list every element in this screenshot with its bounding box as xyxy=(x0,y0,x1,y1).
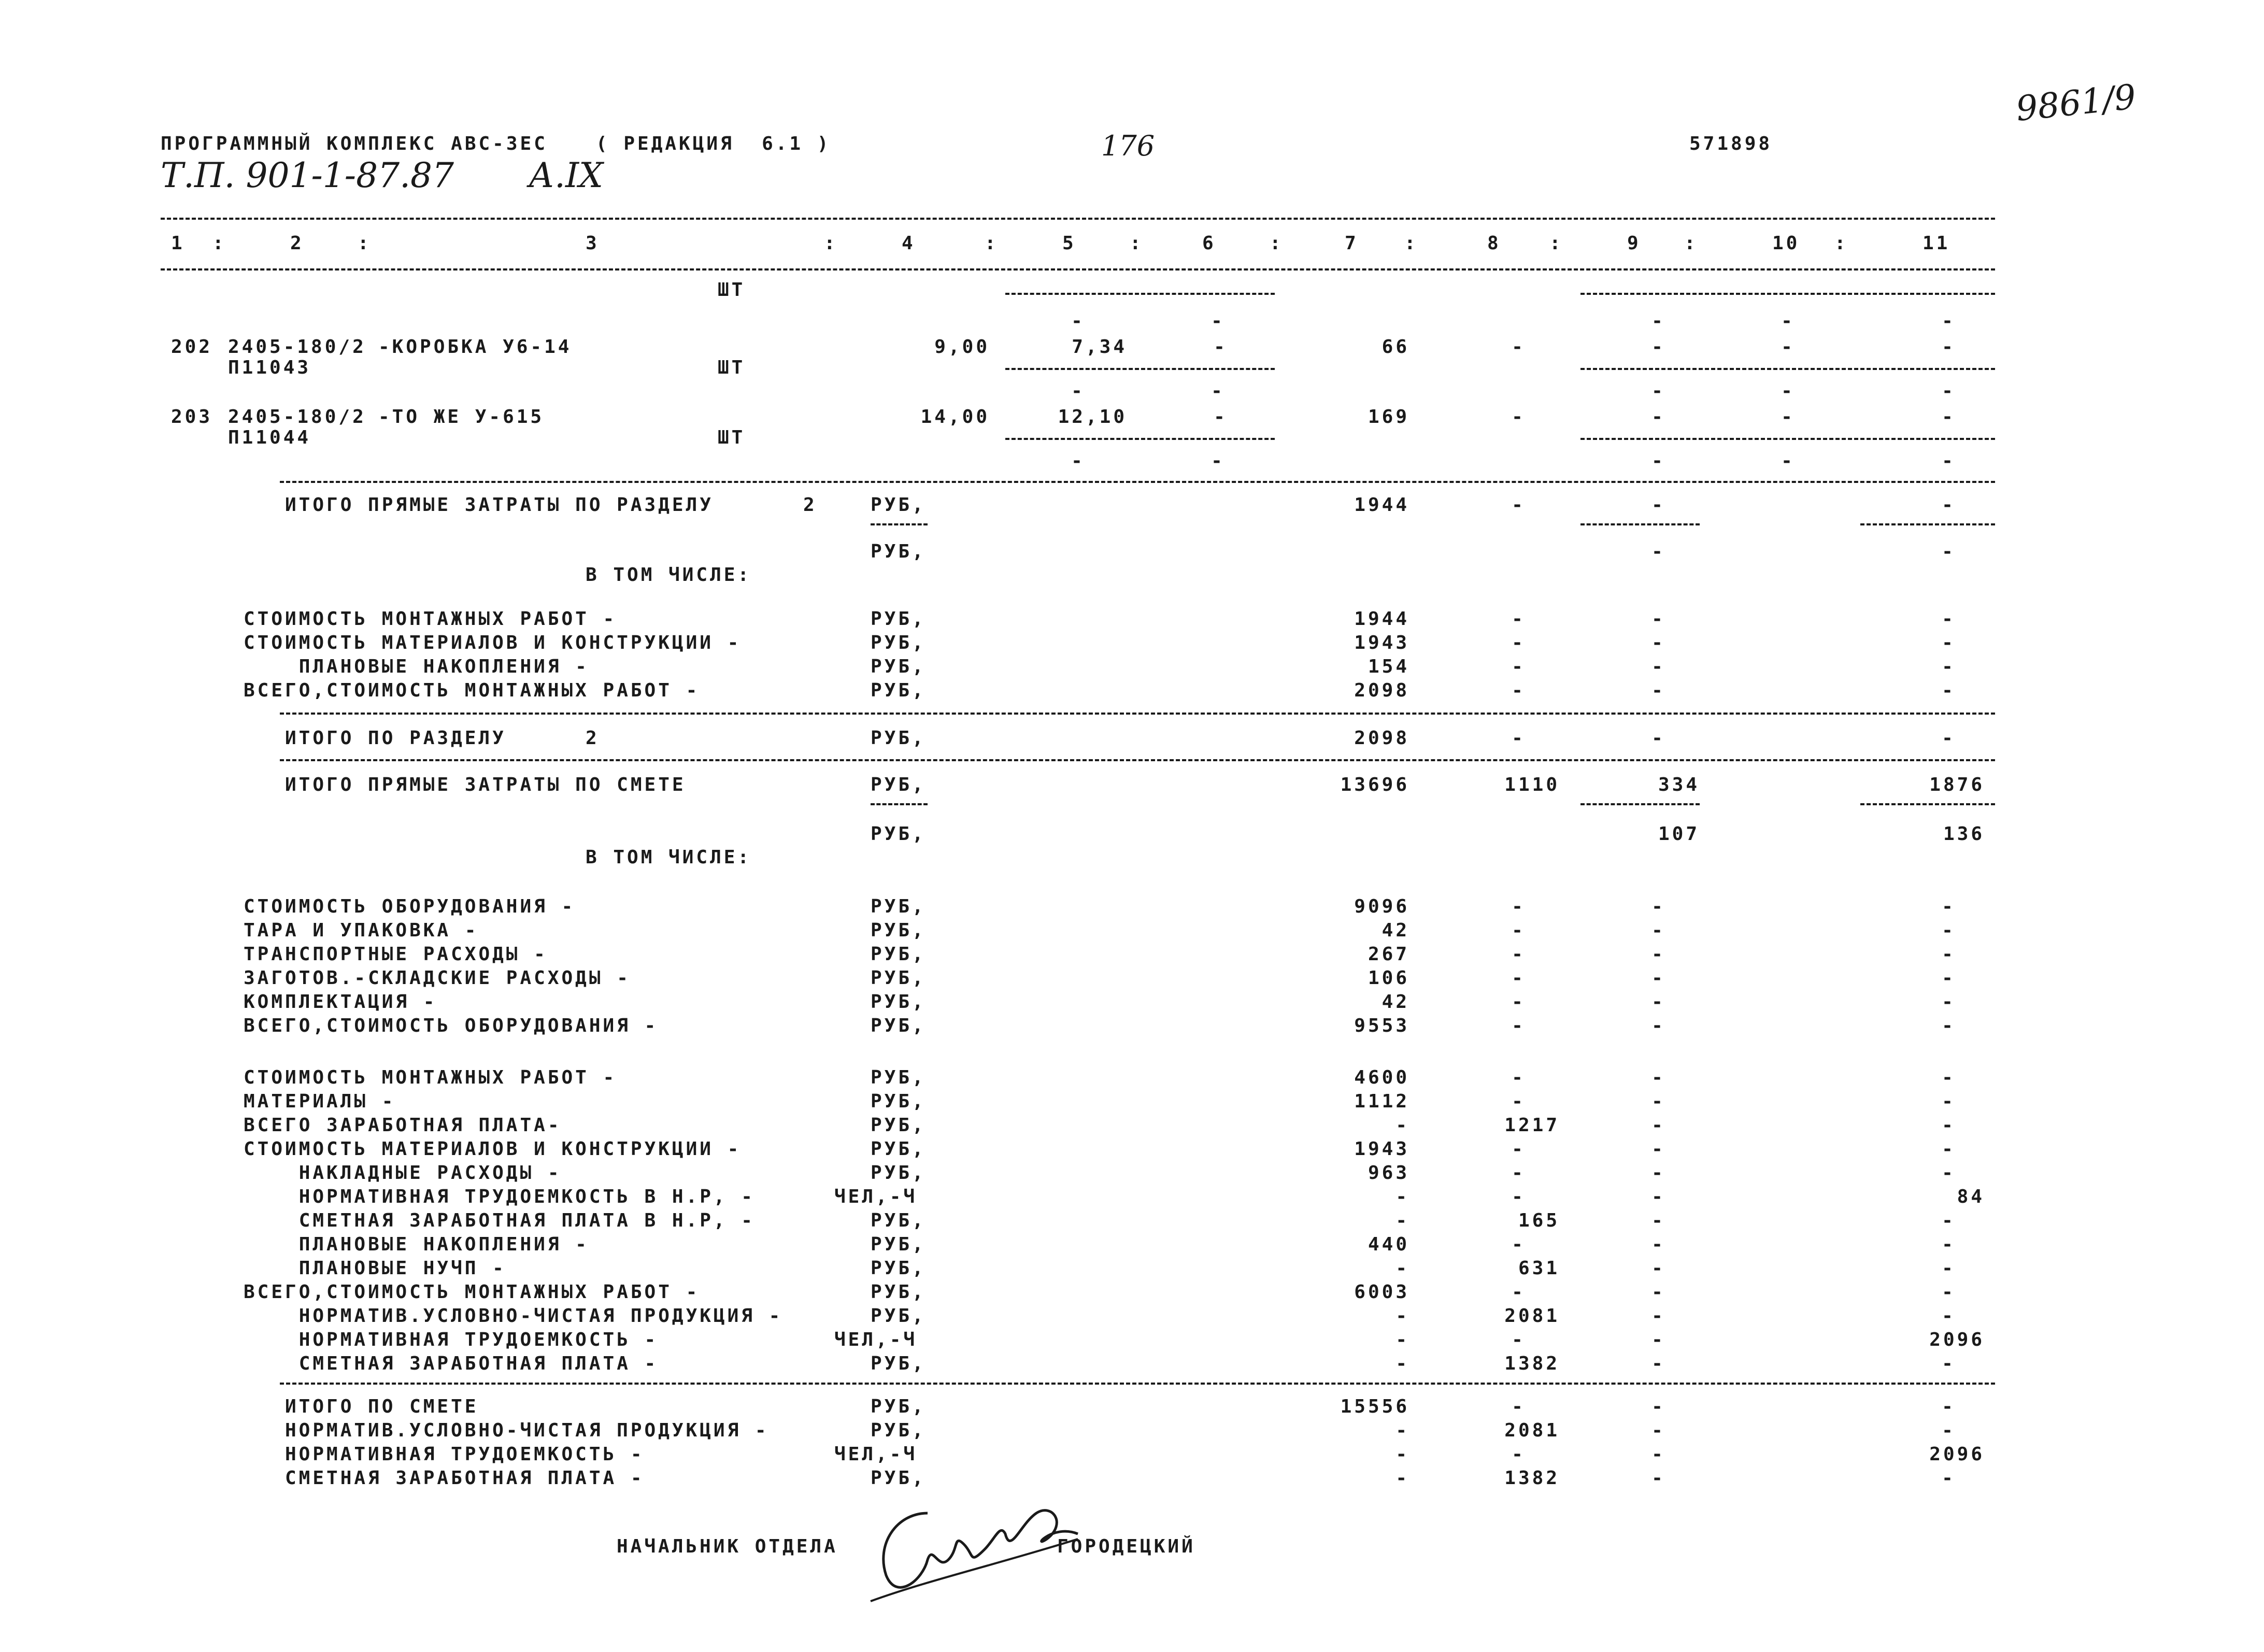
footer-name: ГОРОДЕЦКИЙ xyxy=(1057,1536,1195,1557)
dash-above-5: - xyxy=(1071,310,1085,332)
rule-item-9-11 xyxy=(1580,368,1995,370)
equip-row-3-unit: РУБ, xyxy=(871,967,926,989)
final-row-1-v9: - xyxy=(1651,1420,1665,1441)
section-direct-8: - xyxy=(1512,494,1525,516)
dash-above-5: - xyxy=(1071,380,1085,402)
rule-item-prev-5-6 xyxy=(1005,293,1275,295)
equip-row-0-v7: 9096 xyxy=(1354,896,1409,917)
final-row-0-v8: - xyxy=(1512,1396,1525,1417)
equip-row-1-v7: 42 xyxy=(1382,920,1409,941)
dash-above-10: - xyxy=(1781,310,1795,332)
column-header-18: 10 xyxy=(1772,233,1800,254)
section-direct-label: ИТОГО ПРЯМЫЕ ЗАТРАТЫ ПО РАЗДЕЛУ xyxy=(285,494,714,516)
works-row-1-label: МАТЕРИАЛЫ - xyxy=(244,1091,396,1112)
estimate-direct-v8: 1110 xyxy=(1504,774,1560,795)
works-row-9-label: ВСЕГО,СТОИМОСТЬ МОНТАЖНЫХ РАБОТ - xyxy=(244,1281,700,1303)
works-row-4-label: НАКЛАДНЫЕ РАСХОДЫ - xyxy=(244,1162,562,1184)
works-row-5-label: НОРМАТИВНАЯ ТРУДОЕМКОСТЬ В Н.Р, - xyxy=(244,1186,755,1207)
works-row-11-v7: - xyxy=(1396,1329,1409,1350)
rule-section-total xyxy=(280,713,1995,715)
section-total-8: - xyxy=(1512,728,1525,749)
section-row-2-v8: - xyxy=(1512,656,1525,677)
equip-row-5-label: ВСЕГО,СТОИМОСТЬ ОБОРУДОВАНИЯ - xyxy=(244,1015,659,1036)
final-row-3-v7: - xyxy=(1396,1468,1409,1489)
rule-section-11 xyxy=(1860,523,1995,525)
estimate-direct-unit: РУБ, xyxy=(871,774,926,795)
estimate-sub-v11: 136 xyxy=(1943,823,1985,845)
works-row-2-label: ВСЕГО ЗАРАБОТНАЯ ПЛАТА- xyxy=(244,1115,562,1136)
section-direct-num: 2 xyxy=(803,494,817,516)
item-col10: - xyxy=(1781,336,1795,358)
item-qty: 14,00 xyxy=(920,406,990,428)
section-direct-11: - xyxy=(1942,494,1955,516)
item-unit: ШТ xyxy=(718,427,746,448)
column-header-15: : xyxy=(1549,233,1563,254)
section-direct-unit: РУБ, xyxy=(871,494,926,516)
works-row-8-unit: РУБ, xyxy=(871,1258,926,1279)
works-row-11-unit: ЧЕЛ,-Ч xyxy=(834,1329,918,1350)
equip-row-1-v11: - xyxy=(1942,920,1955,941)
equip-row-1-v9: - xyxy=(1651,920,1665,941)
works-row-0-v8: - xyxy=(1512,1067,1525,1088)
works-row-5-v9: - xyxy=(1651,1186,1665,1207)
section-sub-unit: РУБ, xyxy=(871,541,926,562)
section-row-0-v7: 1944 xyxy=(1354,608,1409,630)
section-total-unit: РУБ, xyxy=(871,728,926,749)
equip-row-4-v11: - xyxy=(1942,991,1955,1013)
section-row-0-v9: - xyxy=(1651,608,1665,630)
equip-row-0-label: СТОИМОСТЬ ОБОРУДОВАНИЯ - xyxy=(244,896,576,917)
works-row-8-v9: - xyxy=(1651,1258,1665,1279)
equip-row-5-v8: - xyxy=(1512,1015,1525,1036)
works-row-6-unit: РУБ, xyxy=(871,1210,926,1231)
section-row-0-label: СТОИМОСТЬ МОНТАЖНЫХ РАБОТ - xyxy=(244,608,617,630)
works-row-7-v11: - xyxy=(1942,1234,1955,1255)
item-total: 66 xyxy=(1382,336,1409,358)
item-sub: П11044 xyxy=(228,427,311,448)
rule-item-9-11 xyxy=(1580,438,1995,440)
section-row-1-v7: 1943 xyxy=(1354,632,1409,653)
equip-row-2-label: ТРАНСПОРТНЫЕ РАСХОДЫ - xyxy=(244,944,548,965)
works-row-4-v9: - xyxy=(1651,1162,1665,1184)
final-row-3-label: СМЕТНАЯ ЗАРАБОТНАЯ ПЛАТА - xyxy=(285,1468,645,1489)
equip-row-4-label: КОМПЛЕКТАЦИЯ - xyxy=(244,991,437,1013)
works-row-12-v11: - xyxy=(1942,1353,1955,1374)
works-row-12-v8: 1382 xyxy=(1504,1353,1560,1374)
rule-final xyxy=(280,1383,1995,1385)
dash-end-11: - xyxy=(1942,450,1955,472)
column-header-7: : xyxy=(985,233,999,254)
works-row-11-v9: - xyxy=(1651,1329,1665,1350)
item-name: -ТО ЖЕ У-615 xyxy=(378,406,545,428)
works-row-6-v8: 165 xyxy=(1518,1210,1560,1231)
section-sub-11: - xyxy=(1942,541,1955,562)
column-header-12: 7 xyxy=(1345,233,1359,254)
works-row-6-v9: - xyxy=(1651,1210,1665,1231)
dash-above-6: - xyxy=(1211,310,1224,332)
works-row-10-unit: РУБ, xyxy=(871,1305,926,1327)
equip-row-2-unit: РУБ, xyxy=(871,944,926,965)
dash-end-10: - xyxy=(1781,450,1795,472)
equip-row-3-v8: - xyxy=(1512,967,1525,989)
dash-above-9: - xyxy=(1651,380,1665,402)
equip-row-1-v8: - xyxy=(1512,920,1525,941)
dash-end-6: - xyxy=(1211,450,1224,472)
final-row-2-label: НОРМАТИВНАЯ ТРУДОЕМКОСТЬ - xyxy=(285,1444,645,1465)
item-num: 202 xyxy=(171,336,213,358)
equip-row-3-label: ЗАГОТОВ.-СКЛАДСКИЕ РАСХОДЫ - xyxy=(244,967,631,989)
item-name: -КОРОБКА У6-14 xyxy=(378,336,572,358)
works-row-1-v7: 1112 xyxy=(1354,1091,1409,1112)
works-row-12-unit: РУБ, xyxy=(871,1353,926,1374)
section-row-2-v7: 154 xyxy=(1368,656,1409,677)
item-col6: - xyxy=(1214,406,1227,428)
equip-row-1-unit: РУБ, xyxy=(871,920,926,941)
section-total-value: 2098 xyxy=(1354,728,1409,749)
works-row-3-v11: - xyxy=(1942,1138,1955,1160)
item-col8: - xyxy=(1512,406,1525,428)
column-header-10: 6 xyxy=(1202,233,1216,254)
rule-item-5-6 xyxy=(1005,438,1275,440)
works-row-7-v7: 440 xyxy=(1368,1234,1409,1255)
item-col10: - xyxy=(1781,406,1795,428)
equip-row-5-v9: - xyxy=(1651,1015,1665,1036)
column-header-2: 2 xyxy=(290,233,304,254)
section-row-3-v7: 2098 xyxy=(1354,680,1409,701)
equip-row-0-unit: РУБ, xyxy=(871,896,926,917)
section-row-1-label: СТОИМОСТЬ МАТЕРИАЛОВ И КОНСТРУКЦИИ - xyxy=(244,632,742,653)
works-row-8-v8: 631 xyxy=(1518,1258,1560,1279)
works-row-1-v11: - xyxy=(1942,1091,1955,1112)
section-row-2-label: ПЛАНОВЫЕ НАКОПЛЕНИЯ - xyxy=(244,656,589,677)
final-row-3-v9: - xyxy=(1651,1468,1665,1489)
dash-above-10: - xyxy=(1781,380,1795,402)
item-col11: - xyxy=(1942,336,1955,358)
works-row-0-v9: - xyxy=(1651,1067,1665,1088)
rule-estimate-9 xyxy=(1580,803,1700,805)
column-header-3: : xyxy=(358,233,372,254)
column-header-6: 4 xyxy=(902,233,916,254)
column-header-5: : xyxy=(824,233,838,254)
item-qty: 9,00 xyxy=(934,336,990,358)
estimate-sub-v9: 107 xyxy=(1658,823,1700,845)
column-header-8: 5 xyxy=(1062,233,1076,254)
works-row-0-v7: 4600 xyxy=(1354,1067,1409,1088)
works-row-7-label: ПЛАНОВЫЕ НАКОПЛЕНИЯ - xyxy=(244,1234,589,1255)
item-total: 169 xyxy=(1368,406,1409,428)
works-row-0-unit: РУБ, xyxy=(871,1067,926,1088)
item-price: 7,34 xyxy=(1072,336,1127,358)
column-header-0: 1 xyxy=(171,233,185,254)
works-row-6-label: СМЕТНАЯ ЗАРАБОТНАЯ ПЛАТА В Н.Р, - xyxy=(244,1210,755,1231)
final-row-1-v7: - xyxy=(1396,1420,1409,1441)
page-number: 176 xyxy=(1101,130,1155,162)
works-row-11-label: НОРМАТИВНАЯ ТРУДОЕМКОСТЬ - xyxy=(244,1329,659,1350)
works-row-9-unit: РУБ, xyxy=(871,1281,926,1303)
works-row-1-unit: РУБ, xyxy=(871,1091,926,1112)
section-row-1-v11: - xyxy=(1942,632,1955,653)
works-row-0-label: СТОИМОСТЬ МОНТАЖНЫХ РАБОТ - xyxy=(244,1067,617,1088)
section-row-3-unit: РУБ, xyxy=(871,680,926,701)
estimate-direct-v9: 334 xyxy=(1658,774,1700,795)
equip-row-3-v11: - xyxy=(1942,967,1955,989)
item-sub: П11043 xyxy=(228,357,311,378)
equip-row-5-v7: 9553 xyxy=(1354,1015,1409,1036)
works-row-9-v7: 6003 xyxy=(1354,1281,1409,1303)
rule-estimate-11 xyxy=(1860,803,1995,805)
item-col11: - xyxy=(1942,406,1955,428)
section-row-1-v8: - xyxy=(1512,632,1525,653)
estimate-direct-v7: 13696 xyxy=(1340,774,1409,795)
rule-section-start xyxy=(280,481,1995,483)
section-row-0-unit: РУБ, xyxy=(871,608,926,630)
section-direct-total: 1944 xyxy=(1354,494,1409,516)
rule-section-9 xyxy=(1580,523,1700,525)
estimate-direct-label: ИТОГО ПРЯМЫЕ ЗАТРАТЫ ПО СМЕТЕ xyxy=(285,774,686,795)
equip-row-2-v9: - xyxy=(1651,944,1665,965)
section-total-9: - xyxy=(1651,728,1665,749)
section-row-2-v11: - xyxy=(1942,656,1955,677)
works-row-3-v7: 1943 xyxy=(1354,1138,1409,1160)
equip-row-5-unit: РУБ, xyxy=(871,1015,926,1036)
works-row-2-v11: - xyxy=(1942,1115,1955,1136)
program-title: ПРОГРАММНЫЙ КОМПЛЕКС АВС-3ЕС xyxy=(161,133,548,154)
final-row-3-v11: - xyxy=(1942,1468,1955,1489)
rule-item-5-6 xyxy=(1005,368,1275,370)
column-header-1: : xyxy=(212,233,226,254)
equip-row-4-v9: - xyxy=(1651,991,1665,1013)
equip-row-4-unit: РУБ, xyxy=(871,991,926,1013)
edition-label: ( РЕДАКЦИЯ 6.1 ) xyxy=(596,133,831,154)
works-row-6-v7: - xyxy=(1396,1210,1409,1231)
works-row-4-unit: РУБ, xyxy=(871,1162,926,1184)
section-sub-9: - xyxy=(1651,541,1665,562)
handwritten-corner-number: 9861/9 xyxy=(2014,77,2138,129)
works-row-7-unit: РУБ, xyxy=(871,1234,926,1255)
rule-section-unit xyxy=(871,523,928,525)
final-row-1-v8: 2081 xyxy=(1504,1420,1560,1441)
section-row-2-v9: - xyxy=(1651,656,1665,677)
final-row-0-label: ИТОГО ПО СМЕТЕ xyxy=(285,1396,479,1417)
equip-row-0-v8: - xyxy=(1512,896,1525,917)
works-row-8-label: ПЛАНОВЫЕ НУЧП - xyxy=(244,1258,506,1279)
dash-above-11: - xyxy=(1942,310,1955,332)
signature xyxy=(865,1492,1083,1617)
works-row-3-v9: - xyxy=(1651,1138,1665,1160)
document-code: 571898 xyxy=(1689,133,1773,154)
unit-prev: ШТ xyxy=(718,279,746,301)
equip-row-2-v8: - xyxy=(1512,944,1525,965)
item-unit: ШТ xyxy=(718,357,746,378)
works-row-11-v8: - xyxy=(1512,1329,1525,1350)
item-col6: - xyxy=(1214,336,1227,358)
section-row-2-unit: РУБ, xyxy=(871,656,926,677)
works-row-4-v7: 963 xyxy=(1368,1162,1409,1184)
item-col9: - xyxy=(1651,406,1665,428)
works-row-3-label: СТОИМОСТЬ МАТЕРИАЛОВ И КОНСТРУКЦИИ - xyxy=(244,1138,742,1160)
column-header-13: : xyxy=(1404,233,1418,254)
works-row-10-v8: 2081 xyxy=(1504,1305,1560,1327)
section-total-label: ИТОГО ПО РАЗДЕЛУ xyxy=(285,728,506,749)
works-row-12-v9: - xyxy=(1651,1353,1665,1374)
final-row-2-unit: ЧЕЛ,-Ч xyxy=(834,1444,918,1465)
section-direct-9: - xyxy=(1651,494,1665,516)
works-row-12-v7: - xyxy=(1396,1353,1409,1374)
final-row-1-label: НОРМАТИВ.УСЛОВНО-ЧИСТАЯ ПРОДУКЦИЯ - xyxy=(285,1420,769,1441)
equip-row-1-label: ТАРА И УПАКОВКА - xyxy=(244,920,479,941)
dash-above-6: - xyxy=(1211,380,1224,402)
item-col8: - xyxy=(1512,336,1525,358)
works-row-5-unit: ЧЕЛ,-Ч xyxy=(834,1186,918,1207)
works-row-5-v7: - xyxy=(1396,1186,1409,1207)
section-row-1-unit: РУБ, xyxy=(871,632,926,653)
column-header-11: : xyxy=(1270,233,1284,254)
works-row-1-v8: - xyxy=(1512,1091,1525,1112)
final-row-2-v7: - xyxy=(1396,1444,1409,1465)
section-total-11: - xyxy=(1942,728,1955,749)
final-row-2-v11: 2096 xyxy=(1929,1444,1985,1465)
final-row-0-v11: - xyxy=(1942,1396,1955,1417)
final-row-1-unit: РУБ, xyxy=(871,1420,926,1441)
rule-item-prev-9-11 xyxy=(1580,293,1995,295)
section-row-3-v8: - xyxy=(1512,680,1525,701)
item-code: 2405-180/2 xyxy=(228,336,366,358)
works-row-1-v9: - xyxy=(1651,1091,1665,1112)
section-total-num: 2 xyxy=(586,728,600,749)
works-row-0-v11: - xyxy=(1942,1067,1955,1088)
works-row-3-v8: - xyxy=(1512,1138,1525,1160)
section-row-3-v9: - xyxy=(1651,680,1665,701)
dash-end-9: - xyxy=(1651,450,1665,472)
works-row-10-v11: - xyxy=(1942,1305,1955,1327)
section-row-0-v11: - xyxy=(1942,608,1955,630)
header-top-rule xyxy=(161,218,1995,220)
rule-estimate-unit xyxy=(871,803,928,805)
column-header-19: : xyxy=(1834,233,1848,254)
dash-above-9: - xyxy=(1651,310,1665,332)
column-header-9: : xyxy=(1130,233,1144,254)
equip-row-5-v11: - xyxy=(1942,1015,1955,1036)
estimate-sub-unit: РУБ, xyxy=(871,823,926,845)
equip-row-3-v7: 106 xyxy=(1368,967,1409,989)
works-row-3-unit: РУБ, xyxy=(871,1138,926,1160)
section-incl: В ТОМ ЧИСЛЕ: xyxy=(586,564,752,586)
item-num: 203 xyxy=(171,406,213,428)
dash-above-11: - xyxy=(1942,380,1955,402)
equip-row-4-v8: - xyxy=(1512,991,1525,1013)
works-row-7-v9: - xyxy=(1651,1234,1665,1255)
works-row-10-v7: - xyxy=(1396,1305,1409,1327)
final-row-2-v8: - xyxy=(1512,1444,1525,1465)
works-row-4-v8: - xyxy=(1512,1162,1525,1184)
works-row-2-v7: - xyxy=(1396,1115,1409,1136)
equip-row-3-v9: - xyxy=(1651,967,1665,989)
section-row-3-v11: - xyxy=(1942,680,1955,701)
works-row-9-v11: - xyxy=(1942,1281,1955,1303)
final-row-3-unit: РУБ, xyxy=(871,1468,926,1489)
works-row-12-label: СМЕТНАЯ ЗАРАБОТНАЯ ПЛАТА - xyxy=(244,1353,659,1374)
works-row-8-v11: - xyxy=(1942,1258,1955,1279)
section-row-0-v8: - xyxy=(1512,608,1525,630)
works-row-4-v11: - xyxy=(1942,1162,1955,1184)
works-row-11-v11: 2096 xyxy=(1929,1329,1985,1350)
rule-estimate-start xyxy=(280,759,1995,761)
item-code: 2405-180/2 xyxy=(228,406,366,428)
handwritten-album: А.IX xyxy=(529,155,604,195)
works-row-10-v9: - xyxy=(1651,1305,1665,1327)
column-header-16: 9 xyxy=(1627,233,1641,254)
works-row-8-v7: - xyxy=(1396,1258,1409,1279)
final-row-2-v9: - xyxy=(1651,1444,1665,1465)
works-row-9-v9: - xyxy=(1651,1281,1665,1303)
works-row-2-unit: РУБ, xyxy=(871,1115,926,1136)
works-row-2-v9: - xyxy=(1651,1115,1665,1136)
final-row-0-v9: - xyxy=(1651,1396,1665,1417)
final-row-0-unit: РУБ, xyxy=(871,1396,926,1417)
works-row-10-label: НОРМАТИВ.УСЛОВНО-ЧИСТАЯ ПРОДУКЦИЯ - xyxy=(244,1305,783,1327)
works-row-2-v8: 1217 xyxy=(1504,1115,1560,1136)
equip-row-4-v7: 42 xyxy=(1382,991,1409,1013)
item-price: 12,10 xyxy=(1058,406,1127,428)
column-header-14: 8 xyxy=(1487,233,1501,254)
estimate-incl: В ТОМ ЧИСЛЕ: xyxy=(586,847,752,868)
section-row-1-v9: - xyxy=(1651,632,1665,653)
final-row-3-v8: 1382 xyxy=(1504,1468,1560,1489)
works-row-5-v8: - xyxy=(1512,1186,1525,1207)
equip-row-2-v7: 267 xyxy=(1368,944,1409,965)
section-row-3-label: ВСЕГО,СТОИМОСТЬ МОНТАЖНЫХ РАБОТ - xyxy=(244,680,700,701)
final-row-0-v7: 15556 xyxy=(1340,1396,1409,1417)
dash-end-5: - xyxy=(1071,450,1085,472)
footer-position: НАЧАЛЬНИК ОТДЕЛА xyxy=(617,1536,838,1557)
works-row-9-v8: - xyxy=(1512,1281,1525,1303)
column-header-4: 3 xyxy=(586,233,600,254)
works-row-7-v8: - xyxy=(1512,1234,1525,1255)
handwritten-project: Т.П. 901-1-87.87 xyxy=(161,155,454,195)
works-row-6-v11: - xyxy=(1942,1210,1955,1231)
final-row-1-v11: - xyxy=(1942,1420,1955,1441)
works-row-5-v11: 84 xyxy=(1957,1186,1985,1207)
header-bottom-rule xyxy=(161,268,1995,270)
column-header-17: : xyxy=(1684,233,1698,254)
estimate-direct-v11: 1876 xyxy=(1929,774,1985,795)
equip-row-0-v9: - xyxy=(1651,896,1665,917)
equip-row-2-v11: - xyxy=(1942,944,1955,965)
equip-row-0-v11: - xyxy=(1942,896,1955,917)
item-col9: - xyxy=(1651,336,1665,358)
column-header-20: 11 xyxy=(1923,233,1950,254)
